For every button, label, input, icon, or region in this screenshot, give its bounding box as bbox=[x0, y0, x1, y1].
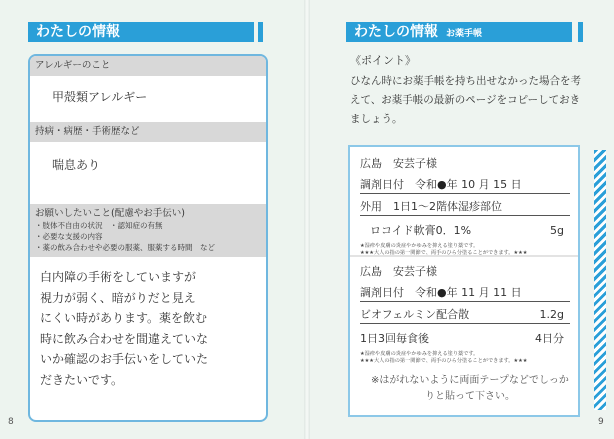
decorative-stripe bbox=[594, 150, 606, 410]
sample-record-1 bbox=[360, 155, 570, 256]
sample-record-2 bbox=[360, 263, 570, 364]
sample-qty: 5g bbox=[550, 224, 564, 237]
sample-date-prefix: 調剤日付 令和 bbox=[360, 286, 437, 299]
left-page-number: 8 bbox=[8, 417, 14, 427]
sample-date-suffix: 年 11 月 11 日 bbox=[446, 286, 522, 299]
right-header-title: わたしの情報 bbox=[354, 24, 438, 40]
left-header-title: わたしの情報 bbox=[36, 24, 120, 40]
point-text: ひなん時にお薬手帳を持ち出せなかった場合を考えて、お薬手帳の最新のページをコピーしておきましょう。 bbox=[350, 75, 581, 125]
sample-patient-name: 広島 安芸子様 bbox=[360, 265, 437, 278]
handwriting-line: 時に飲み合わせを間違えていな bbox=[40, 331, 209, 346]
sample-fine-print: ★★★大人の指の第一関節で、両手のひら分塗ることができます。★★★ bbox=[360, 249, 528, 256]
requests-bullet: ・必要な支援の内容 bbox=[35, 232, 103, 241]
sample-dosage: 1日3回毎食後 bbox=[360, 332, 429, 345]
sample-fine-print: ★湿疹や皮膚の炎症やかゆみを抑える塗り薬です。 bbox=[360, 243, 479, 249]
sample-fine-print: ★★★大人の指の第一関節で、両手のひら分塗ることができます。★★★ bbox=[360, 357, 528, 364]
handwriting-line: いか確認のお手伝いをしていた bbox=[40, 352, 209, 366]
sample-separator bbox=[350, 255, 578, 257]
right-section-header bbox=[346, 22, 572, 42]
requests-bullet: ・薬の飲み合わせや必要の服薬、服薬する時間 など bbox=[35, 243, 215, 252]
sample-qty: 1.2g bbox=[539, 308, 564, 321]
requests-label: お願いしたいこと(配慮やお手伝い) bbox=[35, 208, 185, 219]
allergy-label: アレルギーのこと bbox=[30, 56, 266, 76]
sample-fine-print: ★湿疹や皮膚の炎症やかゆみを抑える塗り薬です。 bbox=[360, 351, 479, 357]
sample-date bbox=[360, 176, 570, 194]
sample-patient-name: 広島 安芸子様 bbox=[360, 157, 437, 170]
right-page-number: 9 bbox=[598, 417, 604, 427]
right-header-sub: お薬手帳 bbox=[446, 29, 483, 39]
sample-date-prefix: 調剤日付 令和 bbox=[360, 178, 437, 191]
sample-days: 4日分 bbox=[535, 332, 564, 345]
sample-drug-line bbox=[360, 306, 570, 324]
history-entry: 喘息あり bbox=[52, 158, 101, 172]
handwriting-line: 白内障の手術をしていますが bbox=[40, 270, 197, 284]
sample-date-suffix: 年 10 月 15 日 bbox=[446, 178, 522, 191]
sample-drug-line bbox=[360, 222, 570, 239]
handwriting-line: にくい時があります。薬を飲む bbox=[40, 311, 208, 325]
era-dot-icon: ● bbox=[437, 178, 447, 191]
sample-usage: 外用 1日1～2階体湿疹部位 bbox=[360, 198, 570, 216]
sample-dosage-line bbox=[360, 330, 570, 347]
requests-bullet: ・肢体不自由の状況 ・認知症の有無 bbox=[35, 221, 163, 230]
attach-note: ※はがれないように両面テープなどでしっかりと貼って下さい。 bbox=[371, 375, 569, 402]
point-label: 《ポイント》 bbox=[350, 54, 416, 67]
allergy-entry: 甲殻類アレルギー bbox=[52, 90, 148, 104]
handwriting-line: だきたいです。 bbox=[40, 372, 124, 387]
right-header-accent bbox=[578, 22, 583, 42]
history-label: 持病・病歴・手術歴など bbox=[30, 122, 266, 142]
sample-drug: ビオフェルミン配合散 bbox=[360, 308, 470, 321]
era-dot-icon: ● bbox=[437, 286, 447, 299]
medicine-notebook-sample bbox=[348, 145, 580, 417]
sample-date bbox=[360, 284, 570, 302]
sample-drug: ロコイド軟膏0．1% bbox=[370, 224, 472, 237]
handwriting-line: 視力が弱く、暗がりだと見え bbox=[40, 290, 196, 305]
